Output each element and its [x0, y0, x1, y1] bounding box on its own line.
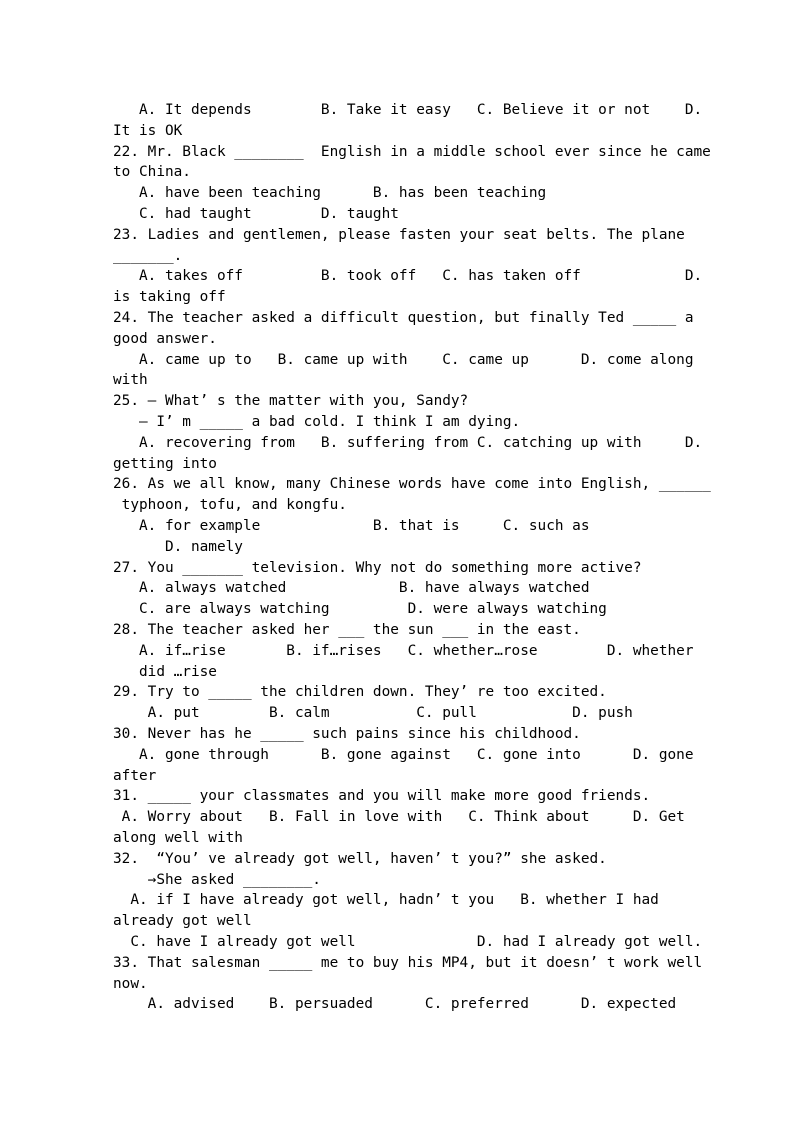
- text-line: 26. As we all know, many Chinese words have come into English, ______: [113, 476, 711, 493]
- text-line: after: [113, 767, 157, 784]
- text-line: getting into: [113, 455, 217, 472]
- text-line: A. gone through B. gone against C. gone into D. gone: [113, 746, 694, 763]
- text-line: already got well: [113, 913, 252, 930]
- text-line: D. namely: [113, 538, 243, 555]
- text-line: A. always watched B. have always watched: [113, 580, 590, 597]
- text-line: to China.: [113, 164, 191, 181]
- text-line: good answer.: [113, 330, 217, 347]
- text-line: C. have I already got well D. had I already got well.: [113, 934, 703, 950]
- text-line: 27. You _______ television. Why not do something more active?: [113, 559, 642, 576]
- text-line: A. for example B. that is C. such as: [113, 518, 590, 534]
- text-line: 31. _____ your classmates and you will make more good friends.: [113, 788, 651, 805]
- text-line: It is OK: [113, 122, 183, 139]
- text-line: 29. Try to _____ the children down. They’ re too excited.: [113, 684, 607, 701]
- text-line: A. if…rise B. if…rises C. whether…rose D. whether: [113, 642, 694, 659]
- text-line: 24. The teacher asked a difficult question, but finally Ted _____ a: [113, 310, 694, 326]
- text-line: is taking off: [113, 289, 226, 306]
- text-line: A. advised B. persuaded C. preferred D. expected: [113, 996, 677, 1013]
- text-line: — I’ m _____ a bad cold. I think I am dying.: [113, 414, 521, 430]
- text-line: with: [113, 372, 148, 389]
- text-line: 33. That salesman _____ me to buy his MP4, but it doesn’ t work well: [113, 954, 703, 971]
- text-line: A. takes off B. took off C. has taken off D.: [113, 268, 703, 285]
- text-line: A. have been teaching B. has been teaching: [113, 185, 547, 202]
- text-line: did …rise: [113, 663, 217, 680]
- text-line: A. put B. calm C. pull D. push: [113, 705, 633, 722]
- text-line: _______.: [113, 247, 183, 264]
- text-line: 28. The teacher asked her ___ the sun ___ in the east.: [113, 622, 581, 638]
- text-line: 23. Ladies and gentlemen, please fasten your seat belts. The plane: [113, 226, 685, 243]
- text-line: A. recovering from B. suffering from C. catching up with D.: [113, 434, 703, 451]
- text-line: along well with: [113, 830, 243, 846]
- text-line: C. had taught D. taught: [113, 206, 399, 222]
- text-line: typhoon, tofu, and kongfu.: [113, 497, 347, 514]
- text-line: 25. — What’ s the matter with you, Sandy?: [113, 393, 469, 410]
- text-line: A. It depends B. Take it easy C. Believe it or not D.: [113, 102, 703, 118]
- text-line: A. came up to B. came up with C. came up D. come along: [113, 351, 694, 368]
- text-line: A. if I have already got well, hadn’ t you B. whether I had: [113, 892, 659, 909]
- text-line: now.: [113, 975, 148, 992]
- text-line: 32. “You’ ve already got well, haven’ t you?” she asked.: [113, 850, 607, 867]
- text-line: 30. Never has he _____ such pains since his childhood.: [113, 726, 581, 742]
- text-line: C. are always watching D. were always watching: [113, 601, 607, 618]
- text-line: A. Worry about B. Fall in love with C. Think about D. Get: [113, 809, 685, 826]
- text-line: 22. Mr. Black ________ English in a middle school ever since he came: [113, 143, 711, 160]
- text-line: →She asked ________.: [113, 871, 321, 888]
